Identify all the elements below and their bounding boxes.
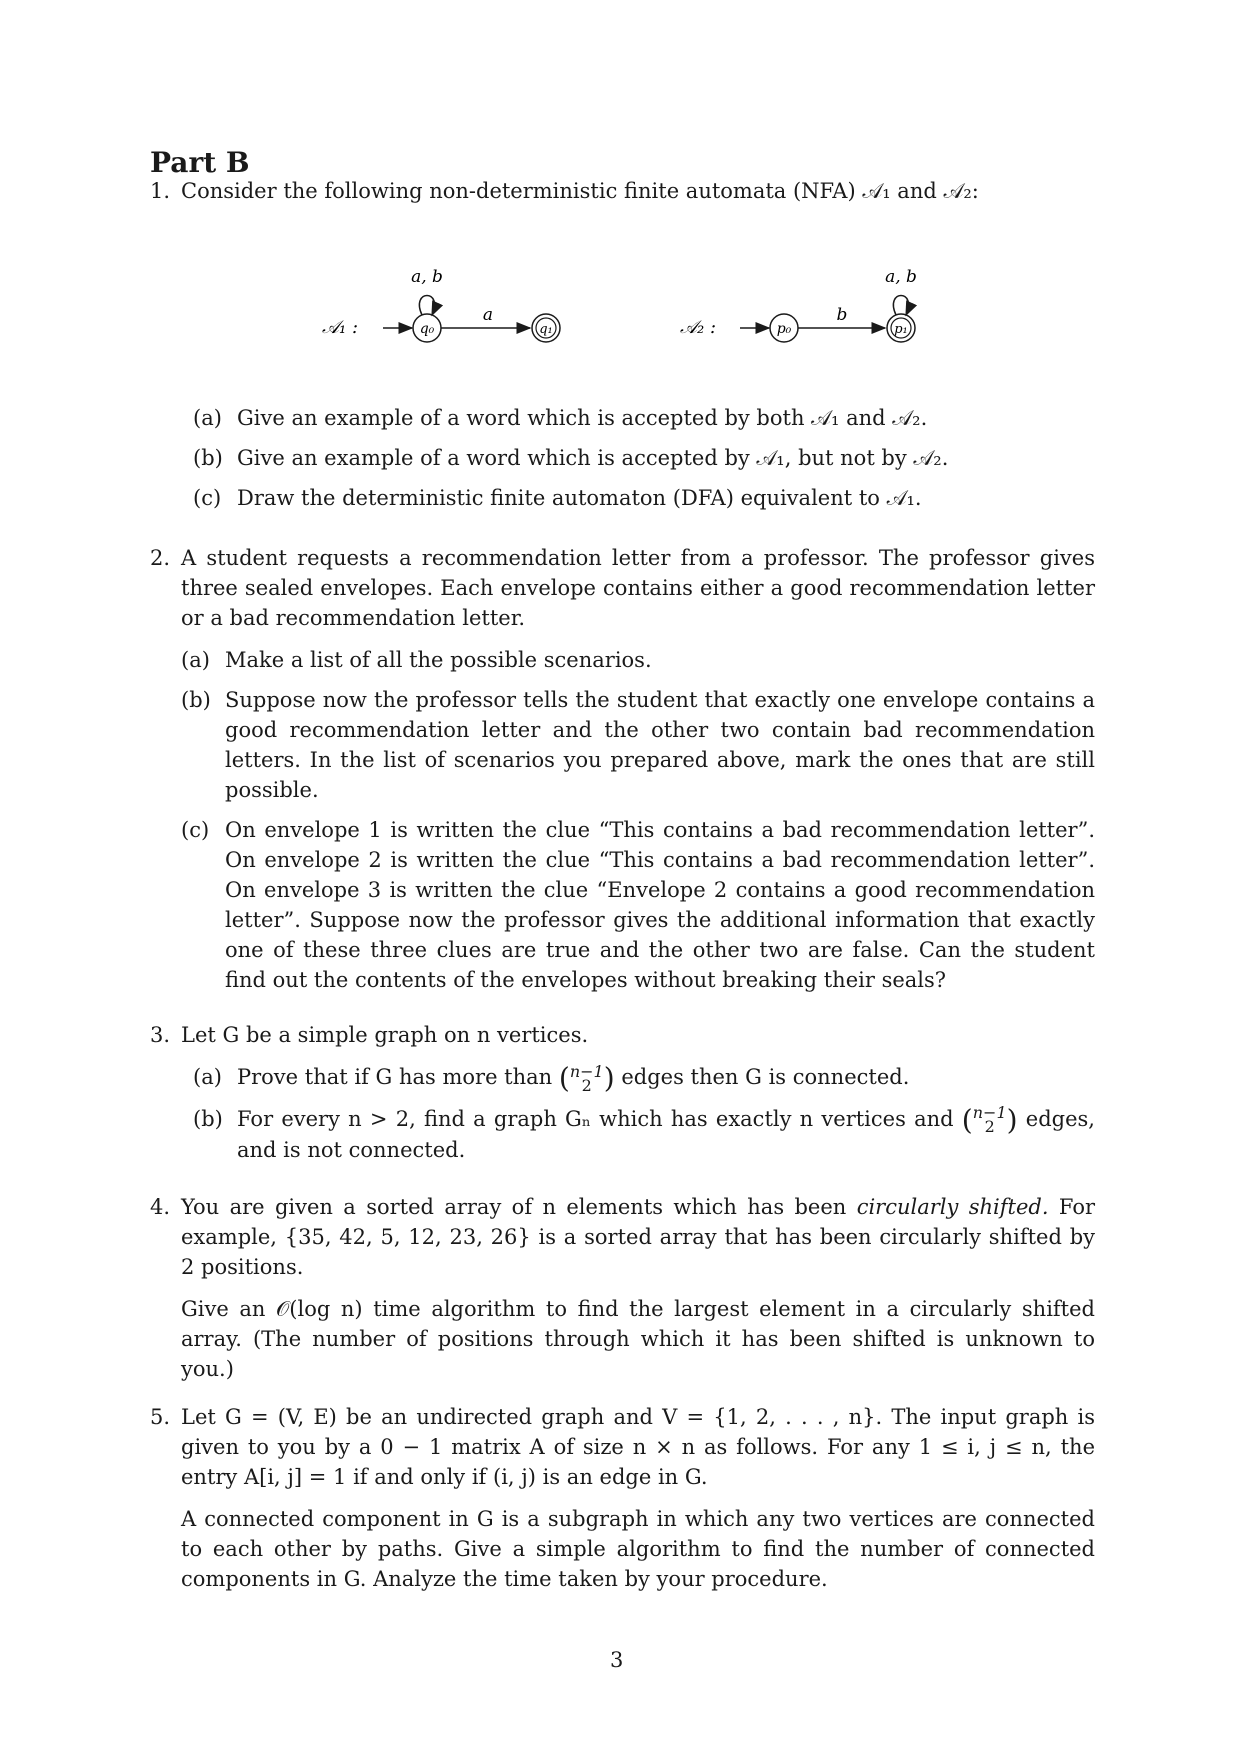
- nfa-2: [680, 267, 917, 342]
- sub-part-a: [181, 645, 1095, 675]
- state-q0-label: q₀: [419, 321, 435, 337]
- question-stem: Let G = (V, E) be an undirected graph and V = {1, 2, . . . , n}. The input graph is given to you by a 0 − 1 matrix A of size n × n as follows. For any 1 ≤ i, j ≤ n, the entry A[i, j] = 1 if and only if (i, j) is an edge in G.: [181, 1405, 1095, 1489]
- sub-text: Suppose now the professor tells the student that exactly one envelope contains a good recommendation letter and the other two contain bad recommendation letters. In the list of scenarios you prepared above, mark the ones that are still possible.: [225, 688, 1095, 802]
- question-stem: Let G be a simple graph on n vertices.: [181, 1023, 589, 1047]
- nfa-1-label: 𝒜₁ :: [322, 317, 359, 338]
- sub-part-c: [193, 483, 1095, 513]
- sub-text: edges then G is connected.: [621, 1065, 910, 1089]
- question-number: 1.: [150, 179, 171, 203]
- sub-label: (a): [193, 406, 222, 430]
- nfa-diagram: [0, 255, 1241, 365]
- nfa-2-label: 𝒜₂ :: [680, 317, 717, 338]
- sub-part-b: (b) For every n > 2, find a graph Gₙ which has exactly n vertices and ( n−1 2 ) edges, and is not connected.: [193, 1103, 1095, 1162]
- sub-text: Give an example of a word which is accepted by both 𝒜₁ and 𝒜₂.: [237, 406, 928, 430]
- transition-label-b: b: [836, 305, 848, 325]
- question-1-parts: [150, 403, 1095, 513]
- sub-label: (b): [193, 1106, 223, 1131]
- question-number: 4.: [150, 1195, 171, 1219]
- question-1: [150, 176, 1095, 206]
- sub-part-a: (a) Prove that if G has more than ( n−1 2 ) edges then G is connected.: [193, 1061, 910, 1095]
- loop-label-p1: a, b: [885, 267, 917, 287]
- sub-text: Give an example of a word which is accepted by 𝒜₁, but not by 𝒜₂.: [237, 446, 949, 470]
- question-paragraph: A connected component in G is a subgraph in which any two vertices are connected to each other by paths. Give a simple algorithm to find the number of connected components in G. Analyze the time taken by your procedure.: [181, 1507, 1095, 1591]
- self-loop-q0: [419, 296, 434, 316]
- sub-label: (c): [181, 818, 210, 842]
- question-number: 5.: [150, 1405, 171, 1429]
- sub-text: Make a list of all the possible scenarios.: [225, 648, 652, 672]
- page-number: 3: [610, 1648, 624, 1672]
- sub-text: On envelope 1 is written the clue “This contains a bad recommendation letter”. On envelope 2 is written the clue “This contains a bad recommendation letter”. On envelope 3 is written the clue “Envelope 2 contains a good recommendation letter”. Suppose now the professor gives the additional information that exactly one of these three clues are true and the other two are false. Can the student find out the contents of the envelopes without breaking their seals?: [225, 818, 1095, 992]
- sub-label: (b): [193, 446, 223, 470]
- state-p1-label: p₁: [894, 322, 908, 337]
- question-3: [150, 1020, 1095, 1165]
- sub-label: (a): [193, 1065, 222, 1089]
- sub-part-c: [181, 815, 1095, 995]
- part-title: Part B: [150, 146, 250, 179]
- question-number: 3.: [150, 1023, 171, 1047]
- binomial-coefficient: n−1 2: [569, 1061, 604, 1095]
- question-2: [150, 543, 1095, 995]
- loop-label-q0: a, b: [411, 267, 443, 287]
- sub-text: Prove that if G has more than: [237, 1065, 553, 1089]
- transition-label-a: a: [482, 305, 494, 325]
- state-p0-label: p₀: [776, 321, 792, 337]
- sub-text: edges, and is not connected.: [237, 1106, 1095, 1162]
- sub-label: (c): [193, 486, 222, 510]
- question-paragraph: Give an 𝒪(log n) time algorithm to find the largest element in a circularly shifted array. (The number of positions through which it has been shifted is unknown to you.): [181, 1297, 1095, 1381]
- question-stem: A student requests a recommendation letter from a professor. The professor gives three sealed envelopes. Each envelope contains either a good recommendation letter or a bad recommendation letter.: [181, 546, 1095, 630]
- sub-text: Draw the deterministic finite automaton (DFA) equivalent to 𝒜₁.: [237, 486, 922, 510]
- question-5: [150, 1402, 1095, 1594]
- self-loop-p1: [893, 296, 908, 316]
- state-q1-label: q₁: [539, 322, 553, 337]
- sub-part-b: [193, 443, 1095, 473]
- sub-text: For every n > 2, find a graph Gₙ which has exactly n vertices and: [237, 1106, 954, 1131]
- emphasis: circularly shifted.: [856, 1195, 1049, 1219]
- sub-part-b: [181, 685, 1095, 805]
- binomial-coefficient: n−1 2: [972, 1103, 1007, 1136]
- question-stem: You are given a sorted array of n elements which has been circularly shifted. For example, {35, 42, 5, 12, 23, 26} is a sorted array that has been circularly shifted by 2 positions.: [181, 1195, 1096, 1279]
- sub-part-a: [193, 403, 1095, 433]
- sub-label: (a): [181, 648, 210, 672]
- sub-label: (b): [181, 688, 211, 712]
- nfa-1: [322, 267, 560, 342]
- question-number: 2.: [150, 546, 171, 570]
- question-stem: Consider the following non-deterministic finite automata (NFA) 𝒜₁ and 𝒜₂:: [181, 179, 979, 203]
- question-4: [150, 1192, 1095, 1384]
